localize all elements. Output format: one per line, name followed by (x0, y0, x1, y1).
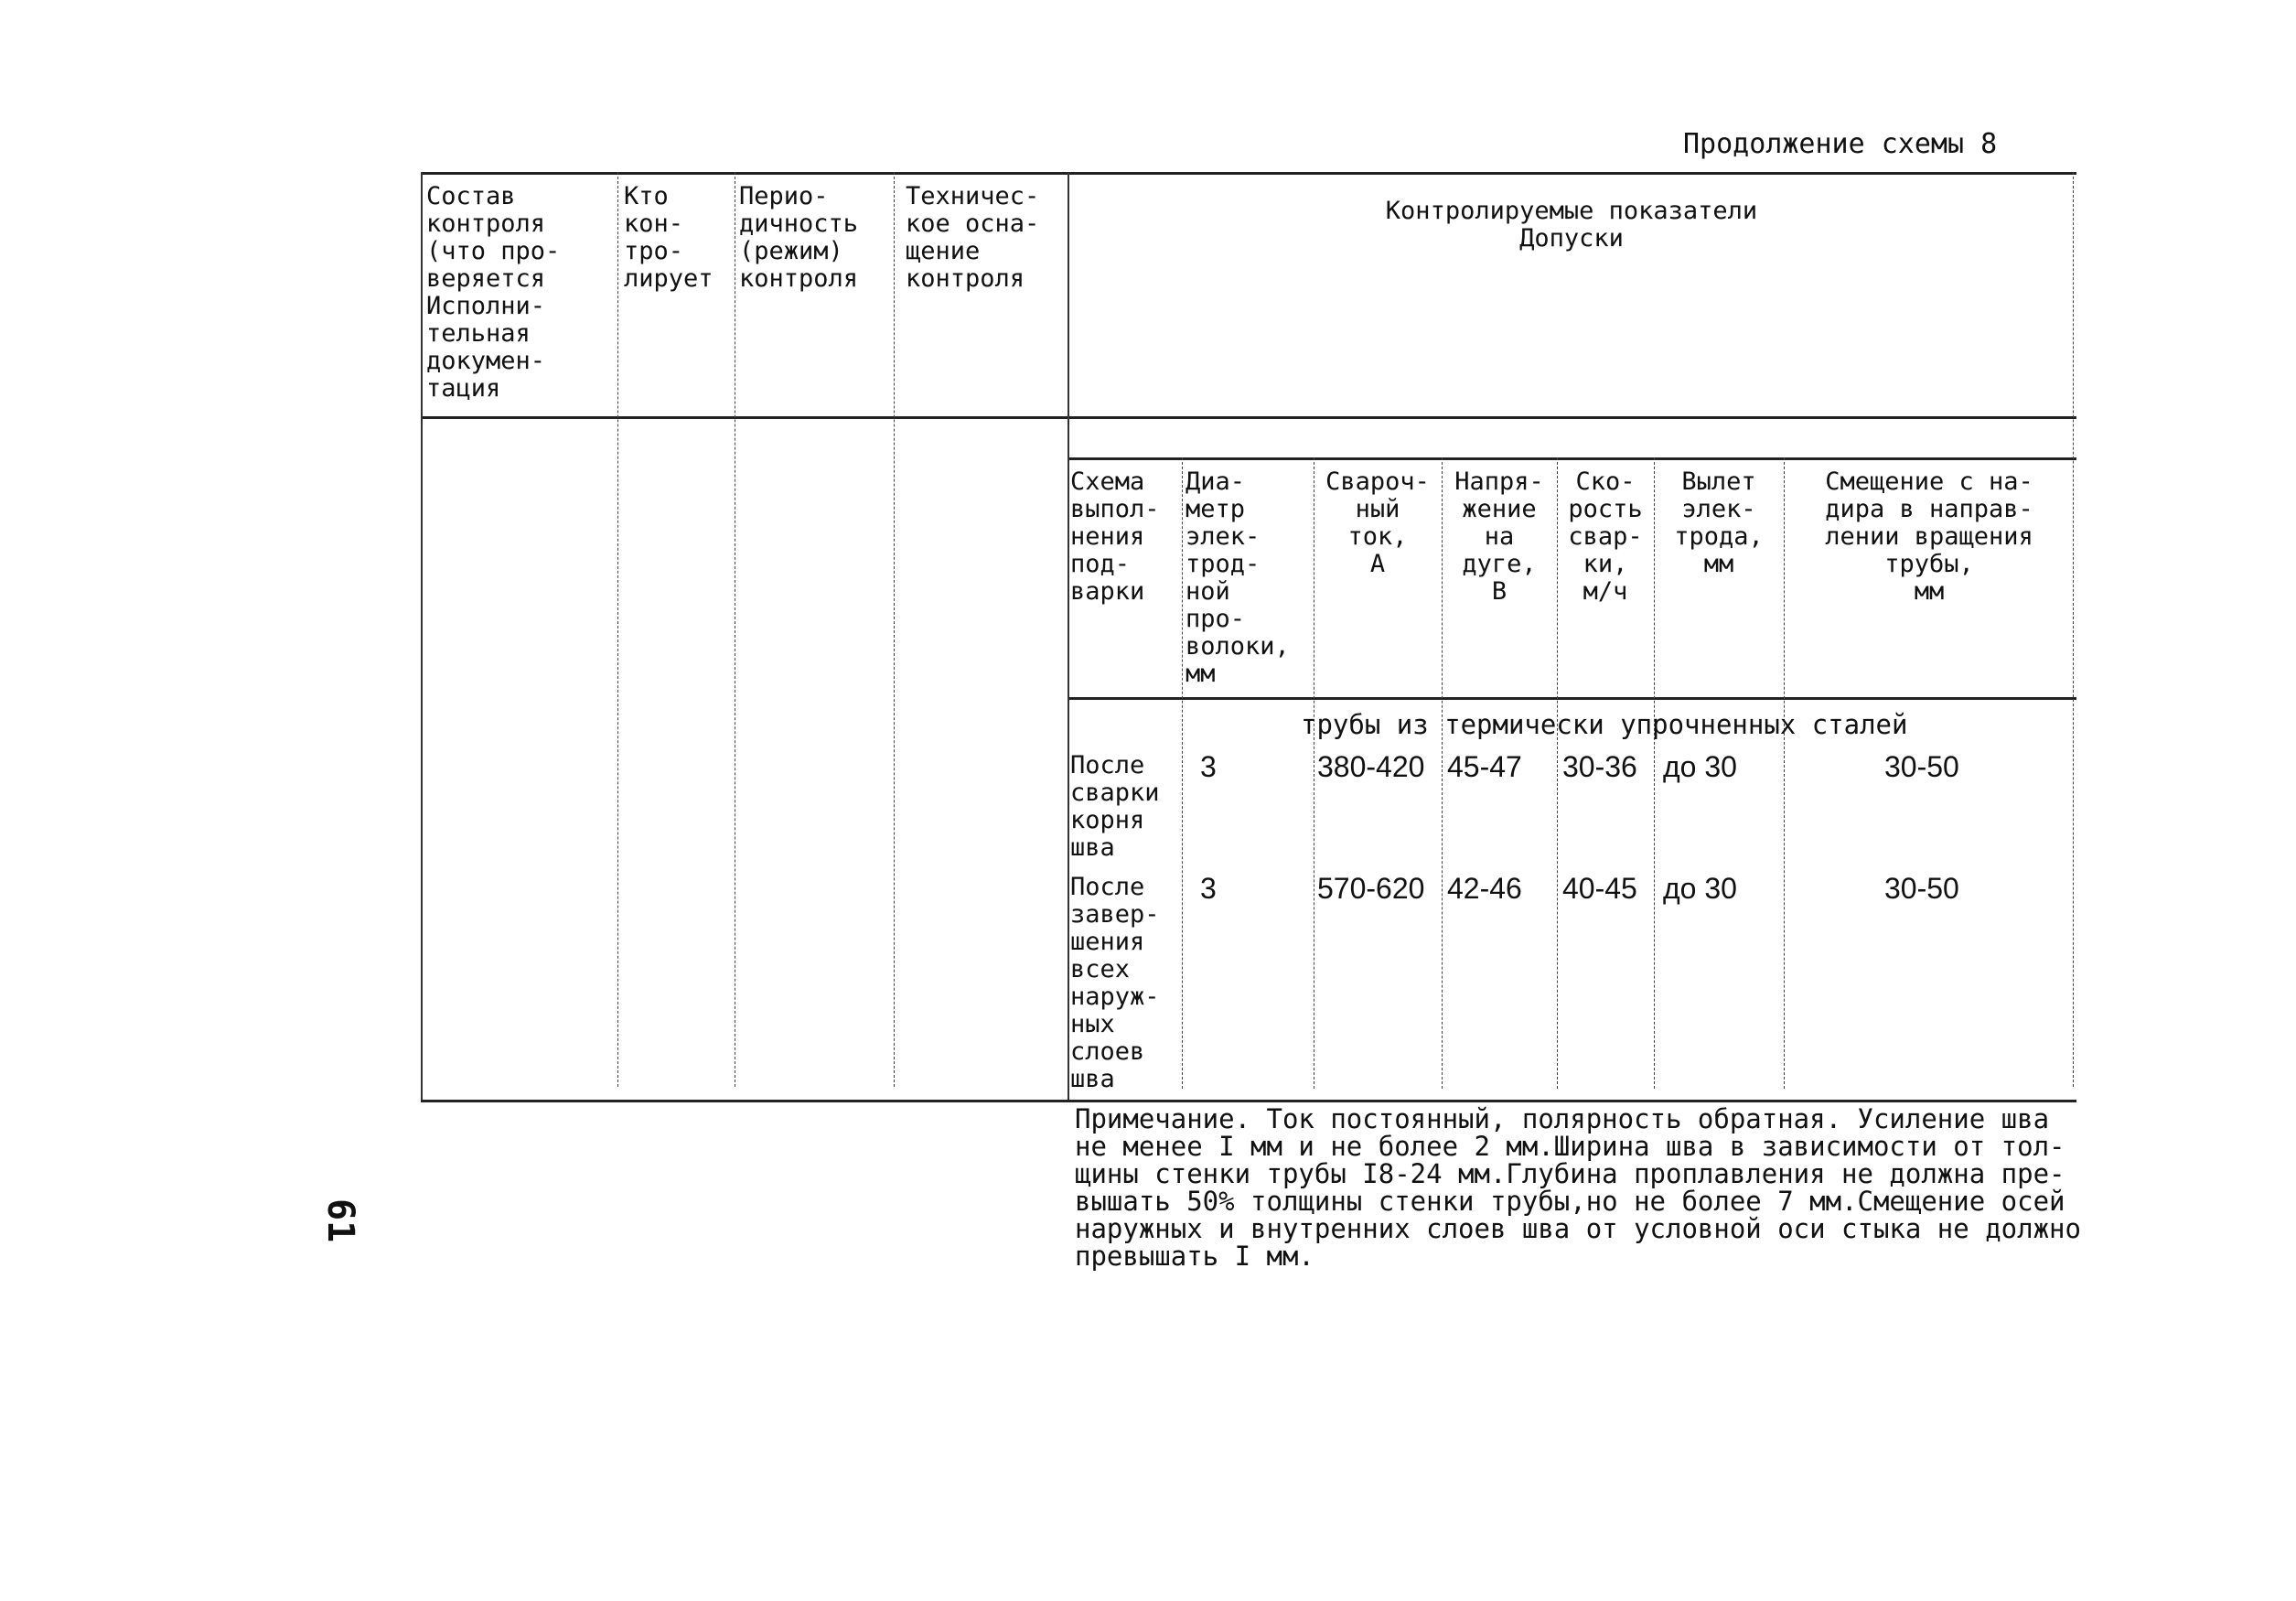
row-voltage: 45-47 (1447, 750, 1522, 783)
row-offset: 30-50 (1884, 750, 1959, 783)
table-top-rule (421, 172, 2076, 175)
header-bottom-rule (421, 416, 2076, 419)
subheader-top-rule (1068, 457, 2076, 460)
subheader-welding-speed: Ско- рость свар- ки, м/ч (1568, 467, 1643, 606)
row-voltage: 42-46 (1447, 872, 1522, 905)
subcol-border-6 (1784, 457, 1785, 1089)
subheader-electrode-diameter: Диа- метр элек- трод- ной про- волоки, мм (1186, 467, 1290, 688)
subheader-arc-voltage: Напря- жение на дуге, В (1454, 467, 1544, 606)
row-current: 380-420 (1317, 750, 1425, 783)
row-current: 570-620 (1317, 872, 1425, 905)
header-controlled-parameters: Контролируемые показатели Допуски (1385, 197, 1758, 253)
row-scheme: После сварки корня шва (1070, 751, 1160, 862)
col-border-right (2073, 172, 2074, 1087)
row-diameter: 3 (1200, 750, 1217, 783)
header-equipment: Техничес- кое осна- щение контроля (906, 182, 1040, 293)
subcol-border-3 (1442, 457, 1443, 1089)
page-number: 61 (319, 1198, 361, 1243)
row-stickout: до 30 (1663, 872, 1737, 905)
row-diameter: 3 (1200, 872, 1217, 905)
row-speed: 30-36 (1562, 750, 1637, 783)
subcol-border-1 (1182, 457, 1183, 1089)
subheader-zenith-offset: Смещение с на- дира в направ- лении вращения трубы, мм (1825, 467, 2033, 606)
header-periodicity: Перио- дичность (режим) контроля (739, 182, 859, 293)
table-bottom-rule (421, 1100, 2076, 1102)
col-border-1 (617, 172, 618, 1087)
subheader-electrode-stickout: Вылет элек- трода, мм (1674, 467, 1764, 578)
col-border-3 (894, 172, 895, 1087)
header-control-scope: Состав контроля (что про- веряется Исполни- тельная докумен- тация (426, 182, 561, 403)
col-border-left (421, 172, 423, 1100)
footnote-remark: Примечание. Ток постоянный, полярность обратная. Усиление шва не менее I мм и не более 2 мм.Ширина шва в зависимости от тол- щины стенки трубы I8-24 мм.Глубина проплавления не должна пре- вышать 50% толщины стенки трубы,но не более 7 мм.Смещение осей наружных и внутренних слоев шва от условной оси стыка не должно превышать I мм. (1075, 1103, 2081, 1272)
row-speed: 40-45 (1562, 872, 1637, 905)
subcol-border-4 (1557, 457, 1558, 1089)
subcol-border-5 (1654, 457, 1655, 1089)
row-scheme: После завер- шения всех наруж- ных слоев шва (1070, 873, 1160, 1093)
header-who-controls: Кто кон- тро- лирует (624, 182, 713, 293)
group-label-heat-treated-steel: трубы из термически упрочненных сталей (1301, 709, 1908, 740)
row-stickout: до 30 (1663, 750, 1737, 783)
row-offset: 30-50 (1884, 872, 1959, 905)
subheader-scheme: Схема выпол- нения под- варки (1070, 467, 1160, 606)
subheader-welding-current: Свароч- ный ток, А (1325, 467, 1430, 578)
subheader-bottom-rule (1068, 697, 2076, 700)
col-border-4 (1068, 172, 1069, 1100)
continuation-caption: Продолжение схемы 8 (1683, 128, 1998, 160)
